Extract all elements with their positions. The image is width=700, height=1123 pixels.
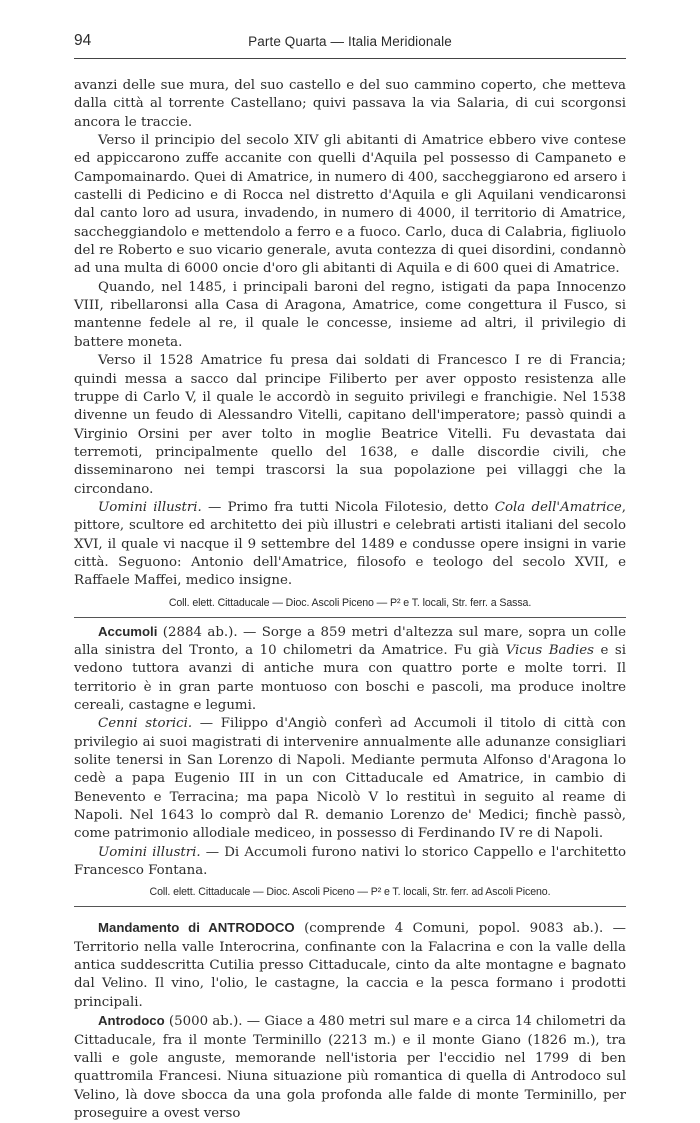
name-cola-dell-amatrice: Cola dell'Amatrice xyxy=(494,499,622,515)
spacer xyxy=(74,912,626,919)
paragraph-amatrice-ruins: avanzi delle sue mura, del suo castello e del suo cammino coperto, che metteva dalla città al torrente Castellano; quivi passava la via Salaria, di cui scorgonsi ancora le traccie. xyxy=(74,78,626,130)
text-run: — Primo fra tutti Nicola Filotesio, detto xyxy=(201,499,495,515)
paragraph-amatrice-1528: Verso il 1528 Amatrice fu presa dai soldati di Francesco I re di Francia; quindi messa a sacco dal principe Filiberto per aver opposto resistenza alle truppe di Carlo V, il quale le accordò in seguito privilegi e franchigie. Nel 1538 divenne un feudo di Alessandro Vitelli, capitano dell'imperatore; passò quindi a Virginio Orsini per aver tolto in moglie Beatrice Vitelli. Fu devastata dai terremoti, principalmente quello del 1638, e dalle discordie civili, che disseminarono nei tempi trascorsi la sua popolazione pei villaggi che la circondano. xyxy=(74,353,626,497)
text-run: , pittore, scultore ed architetto dei più illustri e celebrati artisti italiani del secolo XVI, il quale vi nacque il 9 settembre del 1489 e condusse opere insigni in varie città. Seguono: Antonio dell'Amatrice, filosofo e teologo del secolo XVII, e Raffaele Maffei, medico insigne. xyxy=(74,499,626,589)
header-rule xyxy=(74,58,626,59)
text-run: — Filippo d'Angiò conferì ad Accumoli il titolo di città con privilegio ai suoi magistrati di intervenire annualmente alle adunanze consigliari solite tenersi in San Lorenzo di Napoli. Mediante permuta Alfonso d'Aragona lo cedè a papa Eugenio III in un con Cittaducale ed Amatrice, in cambio di Benevento e Terracina; ma papa Nicolò V lo restituì in seguito al reame di Napoli. Nel 1643 lo comprò dal R. demanio Lorenzo de' Medici; finchè passò, come patrimonio allodiale mediceo, in possesso di Ferdinando IV re di Napoli. xyxy=(74,716,626,842)
page-number: 94 xyxy=(74,32,92,49)
subheading-uomini-illustri: Uomini illustri. xyxy=(98,844,201,860)
heading-mandamento-antrodoco: Mandamento di ANTRODOCO xyxy=(98,920,295,936)
heading-accumoli: Accumoli xyxy=(98,623,158,639)
paragraph-antrodoco xyxy=(74,1012,626,1123)
note-accumoli-admin: Coll. elett. Cittaducale — Dioc. Ascoli Piceno — P² e T. locali, Str. ferr. ad Ascoli Piceno. xyxy=(149,886,551,899)
page-body xyxy=(74,77,626,1123)
paragraph-amatrice-1485: Quando, nel 1485, i principali baroni del regno, istigati da papa Innocenzo VIII, ribellaronsi alla Casa di Aragona, Amatrice, come congettura il Fusco, si mantenne fedele al re, il quale le concesse, insieme ad altri, il privilegio di battere moneta. xyxy=(74,279,626,350)
paragraph-accumoli xyxy=(74,623,626,716)
subheading-cenni-storici: Cenni storici. xyxy=(98,716,193,732)
subheading-uomini-illustri: Uomini illustri. xyxy=(98,499,202,515)
text-run: (5000 ab.). — Giace a 480 metri sul mare e a circa 14 chilometri da Cittaducale, fra il monte Terminillo (2213 m.) e il monte Giano (1826 m.), tra valli e gole anguste, memorande nell'istoria per l'eccidio nel 1799 di ben quattromila Francesi. Niuna situazione più romantica di quella di Antrodoco sul Velino, là dove sbocca da una gola profonda alle falde di monte Terminillo, per proseguire a ovest verso xyxy=(74,1014,626,1121)
running-head: Parte Quarta — Italia Meridionale xyxy=(248,34,452,49)
paragraph-mandamento-antrodoco xyxy=(74,919,626,1012)
section-divider xyxy=(74,906,626,907)
section-divider xyxy=(74,617,626,618)
text-run: (comprende 4 Comuni, popol. 9083 ab.). — Territorio nella valle Interocrina, confinante con la Falacrina e con la valle della antica suddescritta Cutilia presso Cittaducale, cinto da alte montagne e bagnato dal Velino. Il vino, l'olio, le castagne, la caccia e la pesca formano i prodotti principali. xyxy=(74,921,626,1010)
paragraph-accumoli-history xyxy=(74,715,626,843)
paragraph-accumoli-famous-men xyxy=(74,844,626,881)
latin-name-vicus-badies: Vicus Badies xyxy=(505,642,595,658)
text-run: (2884 ab.). — Sorge a 859 metri d'altezza sul mare, sopra un colle alla sinistra del Tronto, a 10 chilometri da Amatrice. Fu già xyxy=(74,624,626,658)
heading-antrodoco: Antrodoco xyxy=(98,1013,165,1029)
paragraph-amatrice-famous-men xyxy=(74,499,626,591)
note-amatrice-admin: Coll. elett. Cittaducale — Dioc. Ascoli Piceno — P² e T. locali, Str. ferr. a Sassa. xyxy=(168,596,532,609)
text-run: e si vedono tuttora avanzi di antiche mura con quattro porte e molte torri. Il territorio è in gran parte montuoso con boschi e pascoli, ma produce inoltre cereali, castagne e legumi. xyxy=(74,642,626,713)
paragraph-amatrice-xiv-century: Verso il principio del secolo XIV gli abitanti di Amatrice ebbero vive contese ed appiccarono zuffe accanite con quelli d'Aquila pel possesso di Campaneto e Campomainardo. Quei di Amatrice, in numero di 400, saccheggiarono ed arsero i castelli di Pedicino e di Rocca nel distretto d'Aquila e gli Aquilani vendicaronsi dal canto loro ad usura, invadendo, in numero di 4000, il territorio di Amatrice, saccheggiandolo e mettendolo a ferro e a fuoco. Carlo, duca di Calabria, figliuolo del re Roberto e suo vicario generale, avuta contezza di quei disordini, condannò ad una multa di 6000 oncie d'oro gli abitanti di Aquila e di 600 quei di Amatrice. xyxy=(74,133,626,277)
page-header xyxy=(74,30,626,56)
text-run: — Di Accumoli furono nativi lo storico Cappello e l'architetto Francesco Fontana. xyxy=(74,844,626,879)
